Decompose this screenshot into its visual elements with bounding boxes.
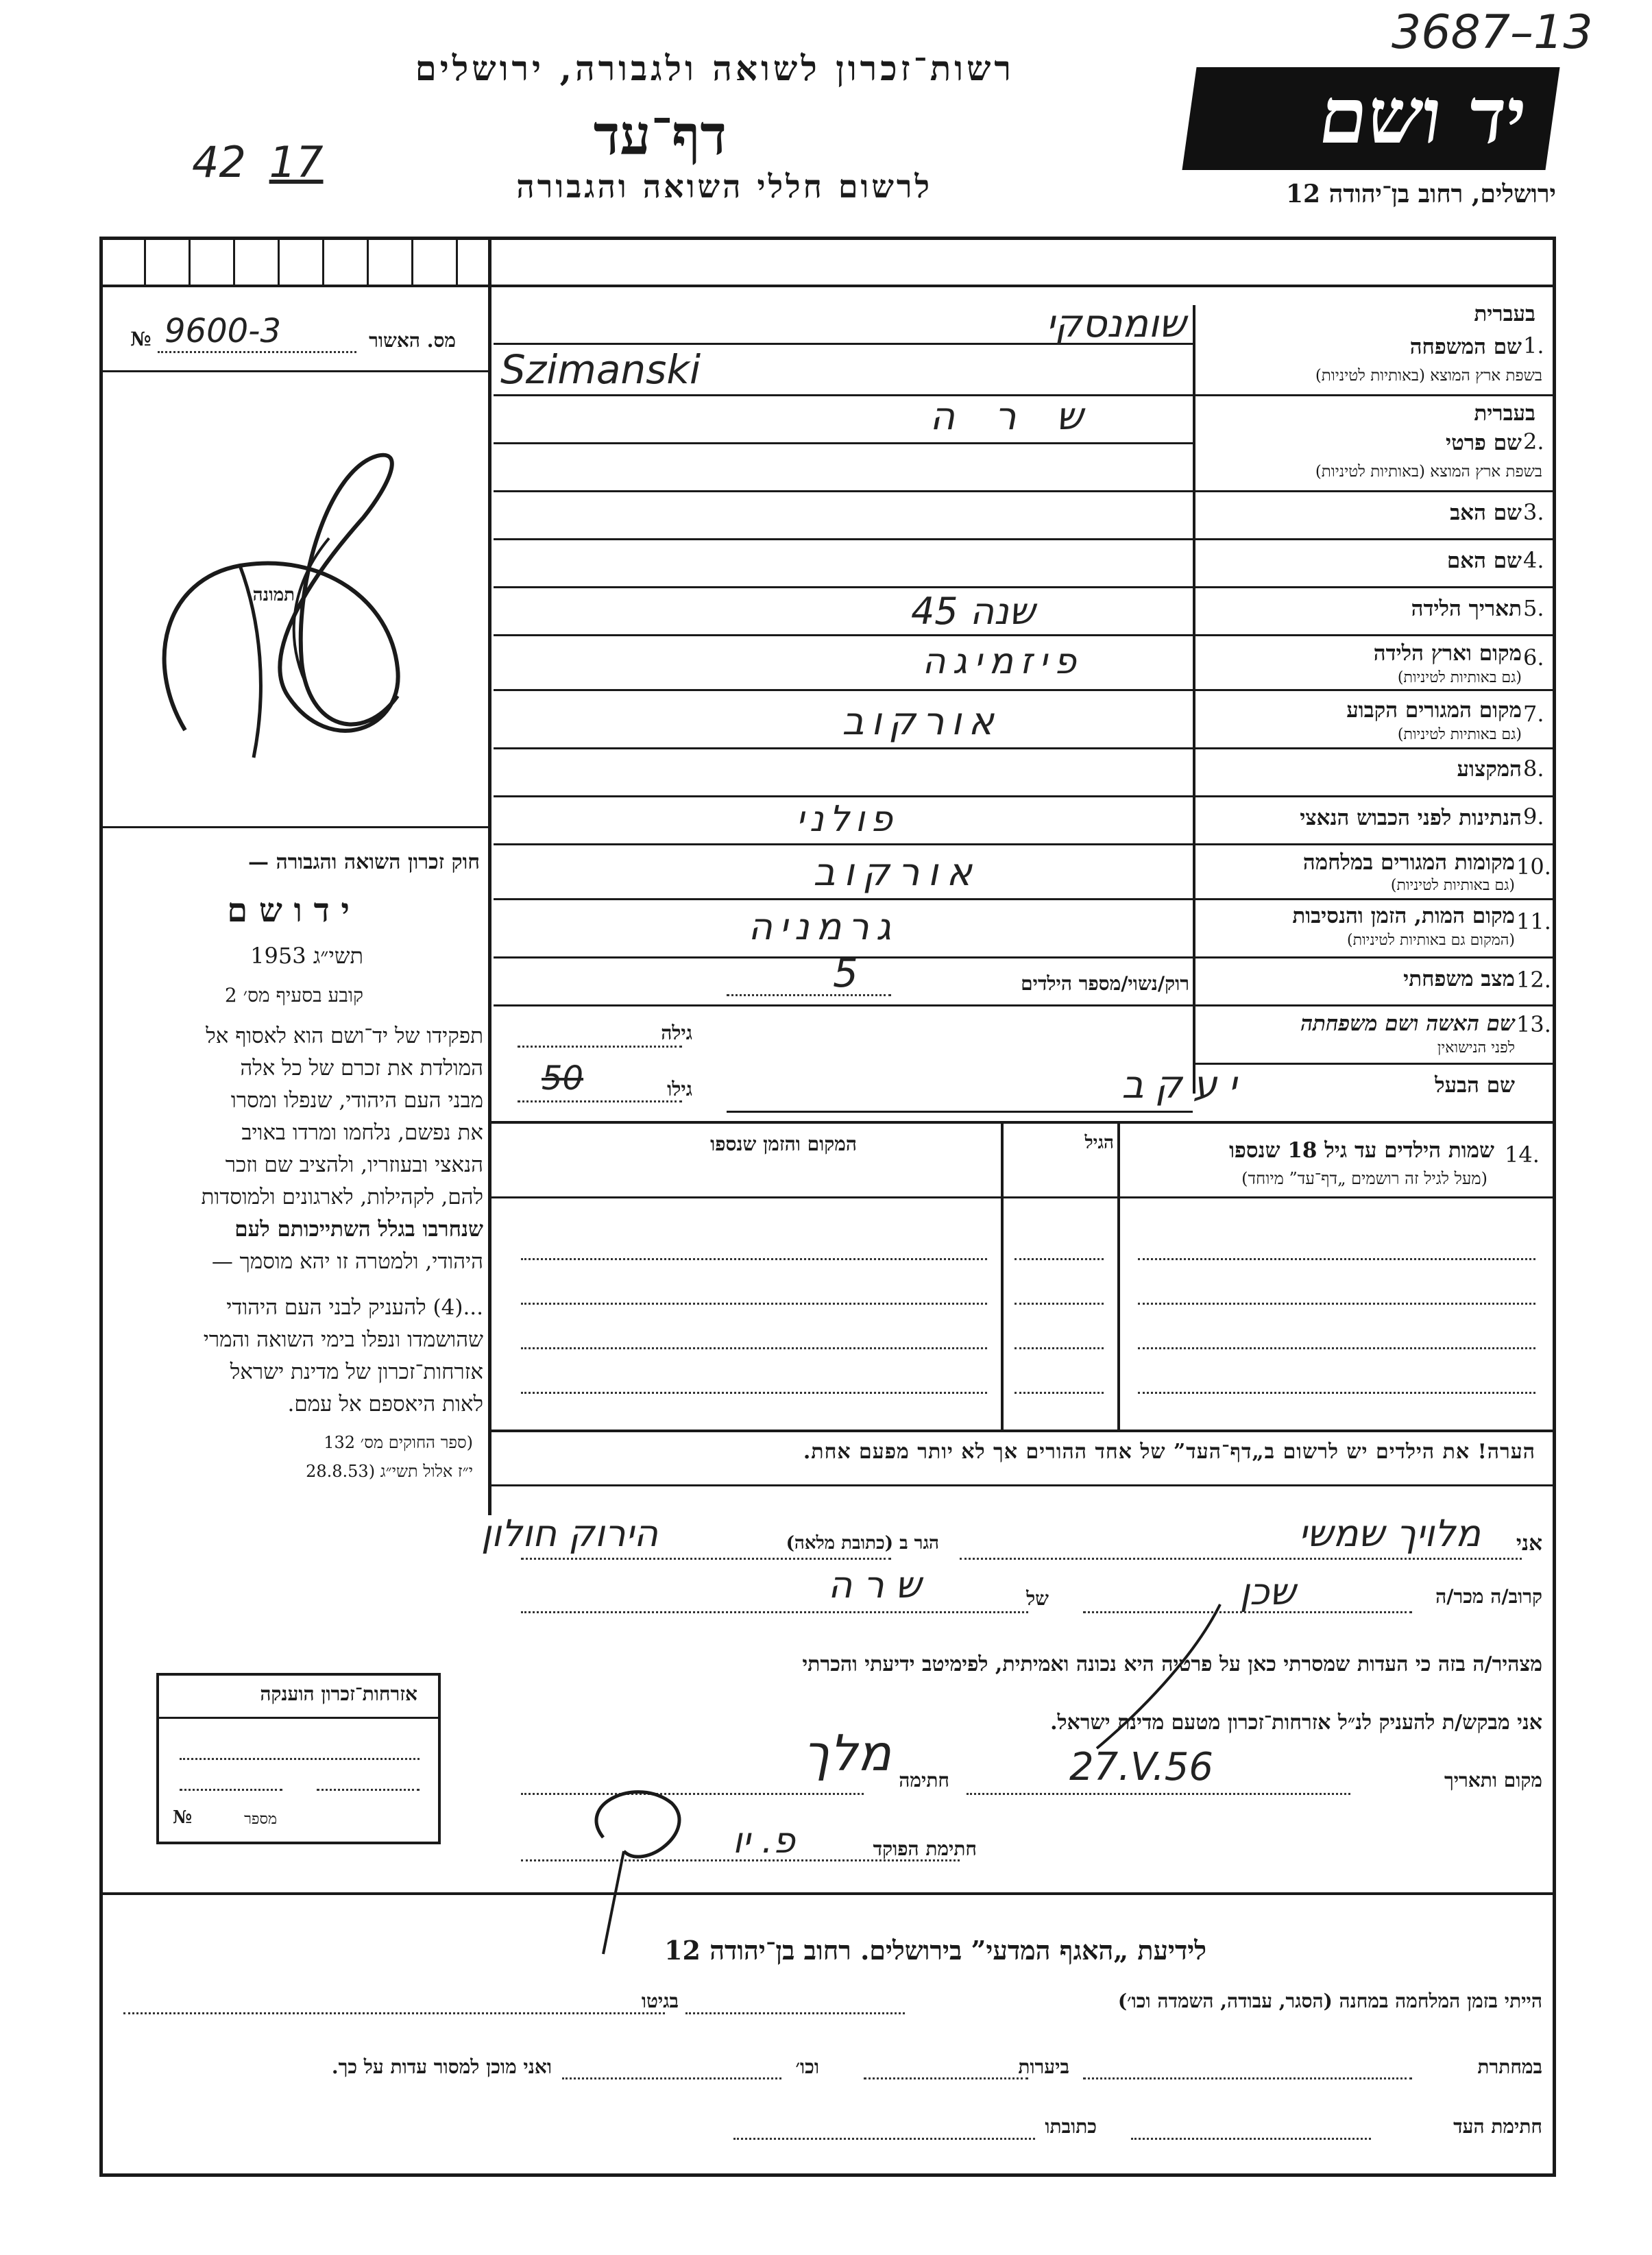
field-1-label: שם המשפחה (1409, 335, 1522, 359)
declaration-i-value: מלויך שמשי (1298, 1512, 1481, 1555)
confirm-no-sign: № (130, 328, 151, 350)
citizenship-box-sign: № (173, 1807, 193, 1828)
field-13-label: שם האשה ושם משפחתה (1300, 1011, 1515, 1036)
form-title: דף־עד (593, 103, 727, 167)
children-place-header: המקום והזמן שנספו (710, 1133, 857, 1155)
field-4-number: 4. (1523, 547, 1544, 573)
field-3-label: שם האב (1450, 501, 1522, 525)
declaration-of-value: שרה (827, 1563, 932, 1606)
signature-label: חתימה (899, 1769, 949, 1792)
citizenship-box (156, 1673, 441, 1844)
signature-stroke (535, 1577, 1248, 1961)
field-7-value: אורקוב (842, 699, 1001, 744)
field-11-number: 11. (1516, 908, 1551, 934)
husband-label: שם הבעל (1435, 1073, 1515, 1098)
law-line: את נפשם, נלחמו ומרדו באויב (241, 1120, 483, 1145)
husband-age-value: 50 (542, 1059, 584, 1098)
field-7-note: (גם באותיות לטיניות) (1397, 726, 1522, 743)
handwritten-no-a: 42 (192, 137, 246, 187)
field-8-number: 8. (1523, 756, 1544, 782)
field-2-number: 2. (1523, 429, 1544, 455)
field-3-number: 3. (1523, 499, 1544, 525)
law-line: ...(4) להעניק לבני העם היהודי (226, 1295, 483, 1320)
field-9-label: הנתינות לפני הכבוש הנאצי (1300, 806, 1522, 830)
field-13-note: לפני הנישואין (1437, 1039, 1515, 1057)
law-line: היהודי, ולמטרה זו יהא מוסמך — (211, 1249, 483, 1274)
law-line: להם, לקהילות, לארגונים ולמוסדות (201, 1185, 483, 1209)
field-6-note: (גם באותיות לטיניות) (1397, 669, 1522, 686)
archive-number: 3687–13 (1392, 5, 1593, 60)
remark: הערה! את הילדים יש לרשום ב„דף־העד” של אחד ההורים אך לא יותר מפעם אחת. (803, 1440, 1535, 1464)
footer-line2-b: ביערות (1018, 2055, 1069, 2078)
field-7-label: מקום המגורים הקבוע (1346, 698, 1522, 723)
husband-value: יעקב (1121, 1063, 1248, 1107)
marital-label: רוק/נשוי/מספר הילדים (1021, 972, 1189, 995)
field-2-label: שם פרטי (1445, 431, 1522, 455)
place-date-label: מקום ותאריך (1444, 1769, 1542, 1792)
law-date: י״ז אלול תשי״ג (28.8.53 (306, 1462, 473, 1481)
citizenship-box-no: מספר (244, 1811, 277, 1828)
field-10-note: (גם באותיות לטיניות) (1390, 877, 1515, 894)
children-note: (מעל לגיל זה רושמים „דף־עד” מיוחד) (1241, 1169, 1487, 1188)
photo-stamp-scribble (103, 374, 487, 826)
signature-value: מלך (803, 1724, 891, 1782)
field-12-number: 12. (1516, 967, 1551, 993)
law-line: מבני העם היהודי, שנפלו ומסרו (230, 1088, 483, 1113)
children-age-header: הגיל (1084, 1133, 1114, 1153)
field-10-label: מקומות המגורים במלחמה (1302, 850, 1515, 875)
field-5-label: תאריך הלידה (1411, 596, 1522, 621)
law-name: י ד ו ש ם (227, 891, 350, 930)
officer-label: חתימת הפוקד (873, 1837, 977, 1860)
field-7-number: 7. (1523, 701, 1544, 727)
declaration-statement: מצהיר/ה בזה כי העדות שמסרתי כאן על פרטיה היא נכונה ואמיתית, לפימיטב ידיעתי והכרתי (802, 1652, 1542, 1676)
field-2-note: בשפת ארץ המוצא (באותיות לטיניות) (1315, 463, 1542, 481)
declaration-address-value: הירוק חולון (481, 1512, 658, 1555)
photo-area (103, 374, 487, 826)
law-section: קובע בסעיף מס׳ 2 (224, 984, 363, 1006)
field-6-number: 6. (1523, 644, 1544, 671)
field-1-value: שומנסקי (1046, 302, 1186, 346)
law-year: תשי״ג 1953 (250, 943, 363, 969)
field-1-note: בשפת ארץ המוצא (באותיות לטיניות) (1315, 367, 1542, 385)
field-2-value: ש ר ה (930, 394, 1097, 439)
declaration-i-label: אני (1516, 1531, 1542, 1556)
institute-name: רשות־זכרון לשואה ולגבורה, ירושלים (415, 48, 1015, 88)
field-6-label: מקום וארץ הלידה (1373, 641, 1522, 666)
footer-line2-a: במחתרת (1477, 2055, 1542, 2078)
field-13-number: 13. (1516, 1011, 1551, 1037)
law-line: תפקידו של יד־ושם הוא לאסוף אל (206, 1024, 483, 1048)
law-text-block (99, 1020, 483, 1421)
declaration-of-label: של (1026, 1587, 1049, 1610)
field-11-value: גרמניה (748, 905, 898, 948)
footer-line3-b: כתובתו (1045, 2115, 1097, 2138)
law-title: חוק זכרון השואה והגבורה — (248, 850, 480, 874)
law-ref: (ספר החוקים מס׳ 132 (324, 1433, 473, 1452)
field-5-value: שנה 45 (910, 590, 1035, 633)
address: ירושלים, רחוב בן־יהודה 12 (1285, 180, 1556, 208)
form-subtitle: לרשום חללי השואה והגבורה (516, 168, 932, 205)
handwritten-no-b: 17 (269, 137, 324, 187)
confirm-no-value: 9600-3 (165, 312, 282, 350)
law-line: שהושמדו ונפלו בימי השואה והמרי (203, 1327, 483, 1352)
field-11-label: מקום המות, הזמן והנסיבות (1292, 904, 1515, 928)
field-8-label: המקצוע (1457, 757, 1522, 782)
field-6-value: פיזמיגה (922, 641, 1083, 682)
footer-title: לידיעת „האגף המדעי” בירושלים. רחוב בן־יהודה 12 (664, 1935, 1206, 1966)
field-4-label: שם האם (1446, 548, 1522, 573)
field-10-number: 10. (1516, 854, 1551, 880)
law-line: המולדת את זכרם של כל אלה (240, 1056, 483, 1081)
footer-line3-a: חתימת העד (1453, 2115, 1542, 2138)
field-9-value: פולני (796, 799, 898, 840)
wife-age-label: גילה (661, 1022, 692, 1044)
footer-line2-d: ואני מוכן למסור עדות על כך. (331, 2055, 552, 2078)
citizenship-box-title: אזרחות־זכרון הוענקה (260, 1683, 417, 1705)
declaration-relative-value: שכן (1239, 1570, 1296, 1613)
field-1-value-latin: Szimanski (500, 346, 701, 393)
footer-line2-c: וכו׳ (795, 2055, 819, 2078)
footer-line1-a: הייתי בזמן המלחמה במחנה (הסגר, עבודה, השמדה וכו׳) (1117, 1990, 1542, 2012)
field-12-label: מצב משפחתי (1403, 967, 1515, 991)
field-9-number: 9. (1523, 804, 1544, 830)
field-14-number: 14. (1505, 1142, 1540, 1168)
date-value: 27.V.56 (1069, 1745, 1213, 1789)
officer-value: פ. יו (732, 1820, 795, 1861)
law-line: אזרחות־זכרון של מדינת ישראל (230, 1360, 483, 1384)
yad-vashem-logo (1182, 67, 1559, 170)
law-line: לאות היאספם אל עמם. (287, 1392, 483, 1416)
declaration-request: אני מבקש/ת להעניק לנ״ל אזרחות־זכרון מטעם מדינת ישראל. (1050, 1711, 1542, 1735)
declaration-relative-label: קרוב/ה מכר/ה (1435, 1585, 1542, 1608)
field-1-number: 1. (1523, 333, 1544, 359)
handwritten-number (192, 137, 324, 187)
law-line: שנחרבו בגלל השתייכותם לעם (234, 1217, 483, 1242)
field-1-hebrew-tag: בעברית (1474, 302, 1535, 326)
logo-text: יד ושם (1313, 71, 1532, 161)
photo-label: תמונה (252, 585, 295, 605)
children-label: שמות הילדים עד גיל 18 שנספו (1229, 1138, 1494, 1163)
field-10-value: אורקוב (813, 850, 980, 895)
field-5-number: 5. (1523, 595, 1544, 621)
declaration-living-at: הגר ב (כתובת מלאה) (786, 1533, 939, 1554)
footer-line1-b: בגיטו (641, 1990, 679, 2012)
husband-age-label: גילו (667, 1078, 692, 1100)
field-11-note: (המקום גם באותיות לטיניות) (1347, 932, 1515, 949)
children-count: 5 (833, 950, 858, 996)
law-line: הנאצי ובעוזריו, ולהציב שם וזכר (225, 1153, 483, 1177)
confirm-no-label: מס. האשור (369, 329, 456, 352)
field-2-hebrew-tag: בעברית (1474, 401, 1535, 426)
